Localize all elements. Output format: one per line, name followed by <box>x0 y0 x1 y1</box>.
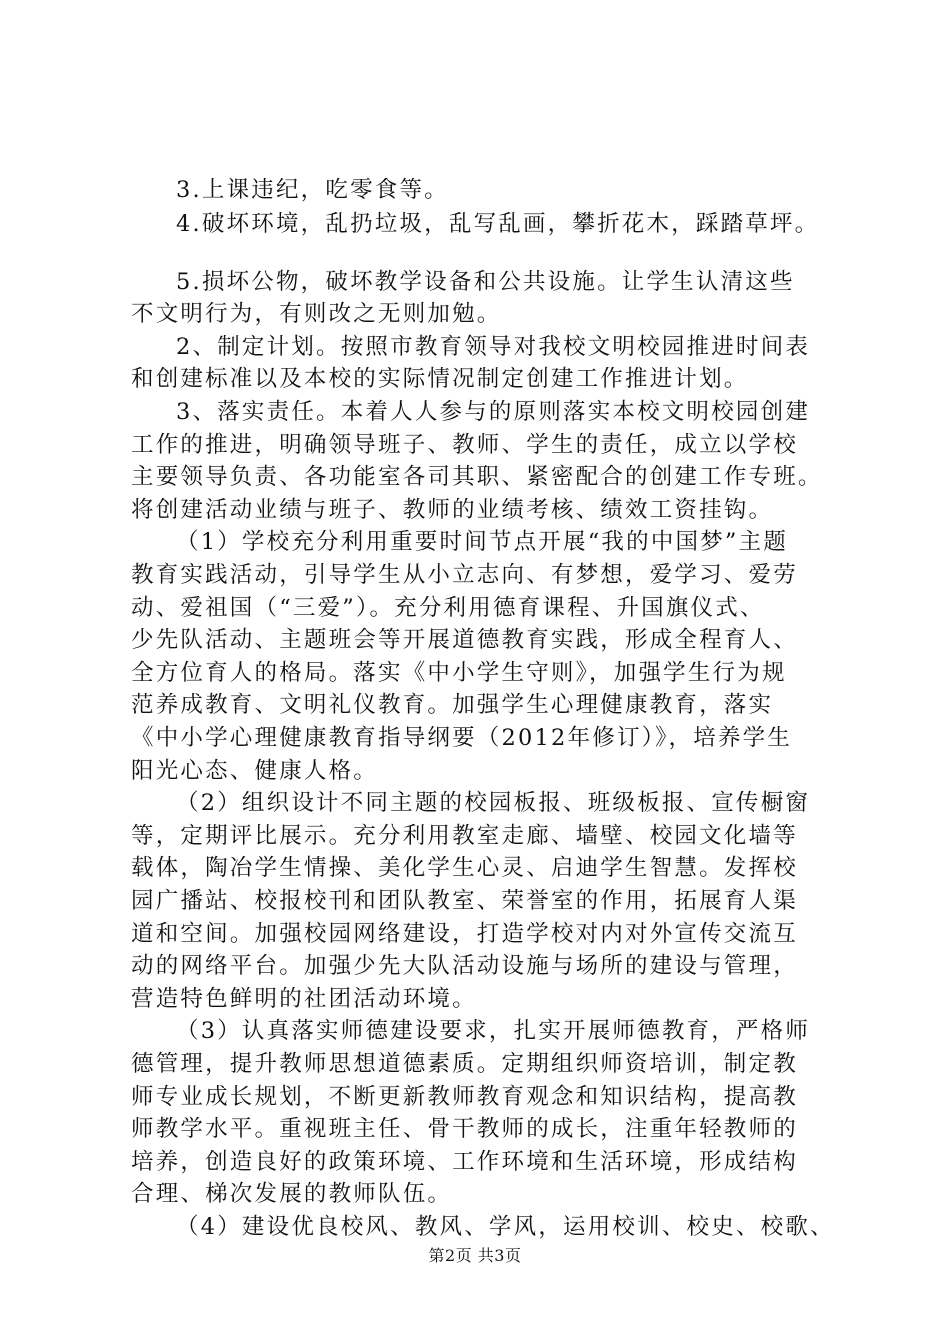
text-line-7: 3、落实责任。本着人人参与的原则落实本校文明校园创建 <box>176 399 811 425</box>
text-line-13: 动、爱祖国（“三爱”）。充分利用德育课程、升国旗仪式、 <box>131 595 765 621</box>
text-line-22: 园广播站、校报校刊和团队教室、荣誉室的作用，拓展育人渠 <box>131 888 798 914</box>
text-line-10: 将创建活动业绩与班子、教师的业绩考核、绩效工资挂钩。 <box>131 497 774 523</box>
text-line-8: 工作的推进，明确领导班子、教师、学生的责任，成立以学校 <box>131 432 798 458</box>
text-line-17: 《中小学心理健康教育指导纲要（2012年修订）》，培养学生 <box>131 725 793 751</box>
text-line-1: 3.上课违纪，吃零食等。 <box>176 177 449 203</box>
text-line-16: 范养成教育、文明礼仪教育。加强学生心理健康教育，落实 <box>131 692 774 718</box>
text-line-11: （1）学校充分利用重要时间节点开展“我的中国梦”主题 <box>176 529 789 555</box>
text-line-15: 全方位育人的格局。落实《中小学生守则》，加强学生行为规 <box>131 660 787 686</box>
text-line-31: 合理、梯次发展的教师队伍。 <box>131 1181 453 1207</box>
text-line-24: 动的网络平台。加强少先大队活动设施与场所的建设与管理， <box>131 953 798 979</box>
text-line-21: 载体，陶冶学生情操、美化学生心灵、启迪学生智慧。发挥校 <box>131 855 798 881</box>
text-line-4: 不文明行为，有则改之无则加勉。 <box>131 301 502 327</box>
text-line-5: 2、制定计划。按照市教育领导对我校文明校园推进时间表 <box>176 334 811 360</box>
text-line-19: （2）组织设计不同主题的校园板报、班级板报、宣传橱窗 <box>176 790 811 816</box>
text-line-23: 道和空间。加强校园网络建设，打造学校对内对外宣传交流互 <box>131 921 798 947</box>
text-line-6: 和创建标准以及本校的实际情况制定创建工作推进计划。 <box>131 366 749 392</box>
text-line-28: 师专业成长规划，不断更新教师教育观念和知识结构，提高教 <box>131 1084 798 1110</box>
text-line-27: 德管理，提升教师思想道德素质。定期组织师资培训，制定教 <box>131 1051 798 1077</box>
text-line-9: 主要领导负责、各功能室各司其职、紧密配合的创建工作专班。 <box>131 464 823 490</box>
text-line-29: 师教学水平。重视班主任、骨干教师的成长，注重年轻教师的 <box>131 1116 798 1142</box>
text-line-3: 5.损坏公物，破坏教学设备和公共设施。让学生认清这些 <box>176 269 795 295</box>
text-line-20: 等，定期评比展示。充分利用教室走廊、墙壁、校园文化墙等 <box>131 823 798 849</box>
text-line-12: 教育实践活动，引导学生从小立志向、有梦想，爱学习、爱劳 <box>131 562 798 588</box>
text-line-25: 营造特色鲜明的社团活动环境。 <box>131 986 477 1012</box>
text-line-18: 阳光心态、健康人格。 <box>131 758 379 784</box>
page-footer: 第2页 共3页 <box>428 1246 522 1265</box>
text-line-2: 4.破坏环境，乱扔垃圾，乱写乱画，攀折花木，踩踏草坪。 <box>176 211 820 237</box>
text-line-26: （3）认真落实师德建设要求，扎实开展师德教育，严格师 <box>176 1018 811 1044</box>
text-line-32: （4）建设优良校风、教风、学风，运用校训、校史、校歌、 <box>176 1214 835 1240</box>
text-line-14: 少先队活动、主题班会等开展道德教育实践，形成全程育人、 <box>131 627 798 653</box>
text-line-30: 培养，创造良好的政策环境、工作环境和生活环境，形成结构 <box>131 1149 798 1175</box>
